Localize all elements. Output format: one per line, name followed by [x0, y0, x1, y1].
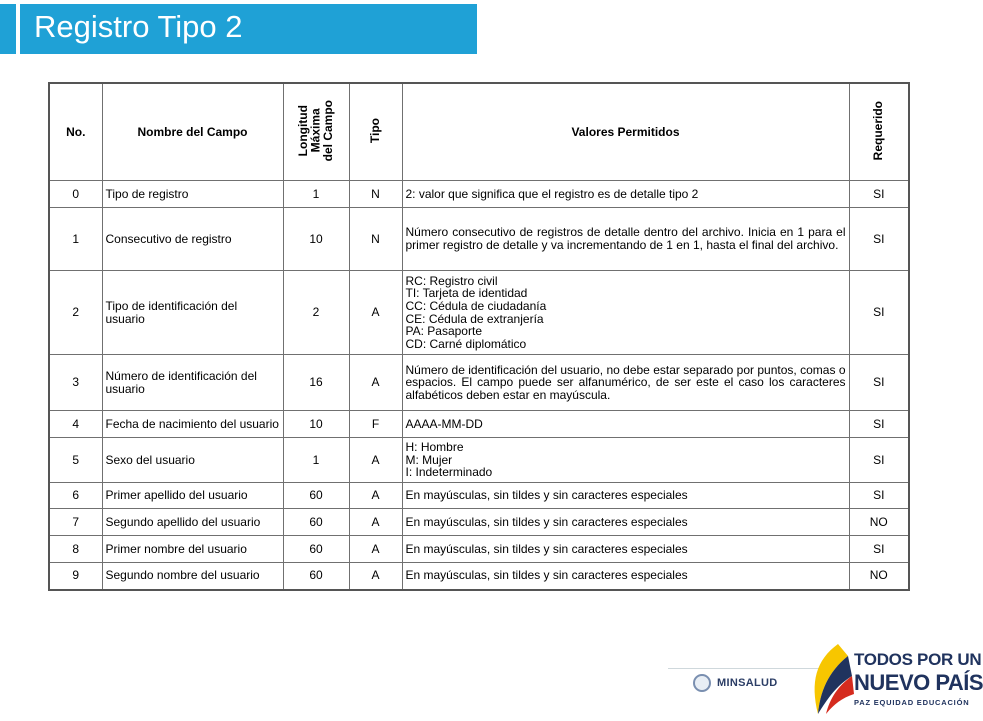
cell-longitud: 60: [283, 483, 349, 509]
list-item: M: Mujer: [405, 452, 453, 467]
campaign-line3: PAZ EQUIDAD EDUCACIÓN: [854, 698, 970, 707]
slide-title: Registro Tipo 2: [34, 9, 243, 44]
cell-tipo: A: [349, 536, 402, 563]
cell-valores: En mayúsculas, sin tildes y sin caracteres especiales: [402, 509, 849, 536]
flag-swoosh-icon: [808, 642, 854, 716]
cell-requerido: SI: [849, 271, 909, 355]
cell-no: 2: [49, 271, 102, 355]
cell-longitud: 1: [283, 181, 349, 208]
cell-requerido: NO: [849, 563, 909, 590]
list-item: TI: Tarjeta de identidad: [405, 286, 528, 301]
cell-longitud: 10: [283, 208, 349, 271]
cell-nombre: Tipo de identificación del usuario: [102, 271, 283, 355]
table-row: [49, 208, 909, 271]
cell-tipo: N: [349, 208, 402, 271]
table-row: [49, 355, 909, 411]
table-header-row: [49, 83, 909, 181]
cell-no: 8: [49, 536, 102, 563]
cell-no: 9: [49, 563, 102, 590]
list-item: I: Indeterminado: [405, 465, 493, 480]
cell-valores: En mayúsculas, sin tildes y sin caracteres especiales: [402, 483, 849, 509]
cell-no: 7: [49, 509, 102, 536]
cell-longitud: 2: [283, 271, 349, 355]
header-tipo: Tipo: [349, 83, 402, 181]
cell-longitud: 60: [283, 563, 349, 590]
cell-valores: Número consecutivo de registros de detalle dentro del archivo. Inicia en 1 para el primer registro de detalle y va incrementando de 1 en 1, hasta el final del archivo.: [402, 208, 849, 271]
minsalud-label: MINSALUD: [717, 677, 778, 689]
cell-longitud: 10: [283, 411, 349, 438]
cell-tipo: A: [349, 563, 402, 590]
table-row: [49, 271, 909, 355]
cell-no: 1: [49, 208, 102, 271]
header-valores: Valores Permitidos: [402, 83, 849, 181]
cell-tipo: A: [349, 509, 402, 536]
cell-valores: 2: valor que significa que el registro es de detalle tipo 2: [402, 181, 849, 208]
cell-valores-list: [402, 271, 849, 355]
cell-valores: En mayúsculas, sin tildes y sin caracteres especiales: [402, 536, 849, 563]
cell-longitud: 60: [283, 509, 349, 536]
cell-requerido: SI: [849, 181, 909, 208]
cell-no: 6: [49, 483, 102, 509]
cell-tipo: A: [349, 483, 402, 509]
campaign-line1: TODOS POR UN: [854, 650, 982, 669]
table-row: [49, 181, 909, 208]
cell-nombre: Primer nombre del usuario: [102, 536, 283, 563]
list-item: PA: Pasaporte: [405, 324, 482, 339]
cell-valores: En mayúsculas, sin tildes y sin caracteres especiales: [402, 563, 849, 590]
fields-table: [48, 82, 910, 591]
cell-requerido: SI: [849, 355, 909, 411]
header-requerido: Requerido: [849, 83, 909, 181]
cell-tipo: N: [349, 181, 402, 208]
table-row: [49, 438, 909, 483]
header-longitud: [283, 83, 349, 181]
todos-por-un-nuevo-pais-logo: [808, 642, 983, 716]
cell-nombre: Fecha de nacimiento del usuario: [102, 411, 283, 438]
cell-nombre: Sexo del usuario: [102, 438, 283, 483]
header-longitud-text: Longitud Máxima del Campo: [296, 100, 336, 162]
header-no: No.: [49, 83, 102, 181]
cell-requerido: SI: [849, 536, 909, 563]
footer-divider: [668, 668, 828, 669]
cell-no: 3: [49, 355, 102, 411]
minsalud-logo: [693, 674, 777, 692]
table-row: [49, 563, 909, 590]
list-item: CC: Cédula de ciudadanía: [405, 298, 547, 313]
cell-requerido: SI: [849, 483, 909, 509]
cell-longitud: 60: [283, 536, 349, 563]
header-nombre: Nombre del Campo: [102, 83, 283, 181]
cell-nombre: Consecutivo de registro: [102, 208, 283, 271]
cell-tipo: A: [349, 271, 402, 355]
cell-requerido: SI: [849, 208, 909, 271]
cell-valores-list: [402, 438, 849, 483]
cell-no: 0: [49, 181, 102, 208]
table-row: [49, 509, 909, 536]
title-accent: [16, 4, 20, 54]
cell-nombre: Segundo apellido del usuario: [102, 509, 283, 536]
cell-nombre: Tipo de registro: [102, 181, 283, 208]
cell-no: 4: [49, 411, 102, 438]
cell-nombre: Primer apellido del usuario: [102, 483, 283, 509]
list-item: CE: Cédula de extranjería: [405, 311, 544, 326]
table-row: [49, 411, 909, 438]
list-item: RC: Registro civil: [405, 273, 498, 288]
cell-requerido: SI: [849, 411, 909, 438]
title-bar: [0, 4, 477, 54]
cell-valores: AAAA-MM-DD: [402, 411, 849, 438]
cell-longitud: 16: [283, 355, 349, 411]
table-row: [49, 483, 909, 509]
list-item: H: Hombre: [405, 440, 464, 455]
list-item: CD: Carné diplomático: [405, 336, 527, 351]
cell-longitud: 1: [283, 438, 349, 483]
cell-requerido: NO: [849, 509, 909, 536]
cell-tipo: A: [349, 438, 402, 483]
coat-of-arms-icon: [693, 674, 711, 692]
cell-tipo: A: [349, 355, 402, 411]
cell-tipo: F: [349, 411, 402, 438]
cell-requerido: SI: [849, 438, 909, 483]
table-row: [49, 536, 909, 563]
cell-nombre: Número de identificación del usuario: [102, 355, 283, 411]
cell-nombre: Segundo nombre del usuario: [102, 563, 283, 590]
cell-no: 5: [49, 438, 102, 483]
cell-valores: Número de identificación del usuario, no debe estar separado por puntos, comas o espacios. El campo puede ser alfanumérico, de ser este el caso los caracteres alfabéticos deben estar en mayúscula.: [402, 355, 849, 411]
campaign-line2: NUEVO PAÍS: [854, 670, 983, 695]
